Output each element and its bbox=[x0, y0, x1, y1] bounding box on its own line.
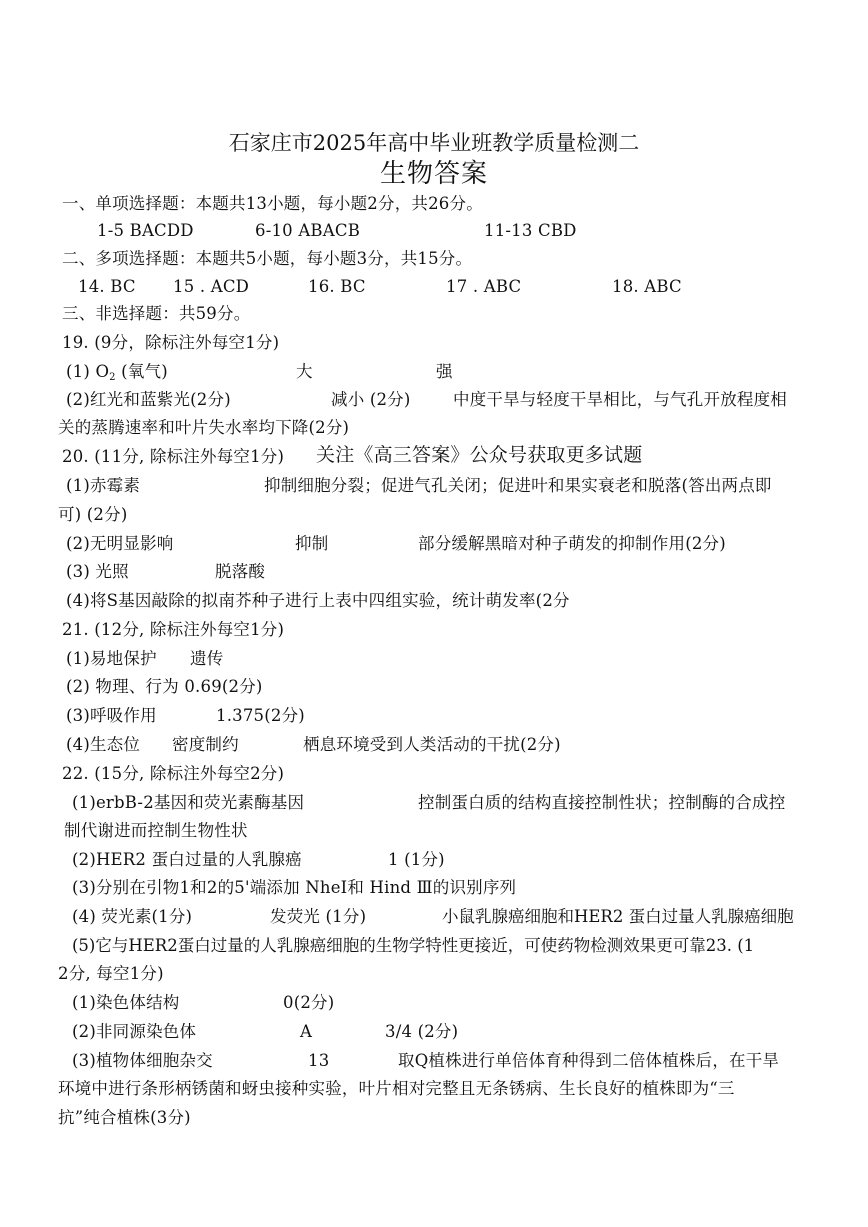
q20-part1-answer2: 抑制细胞分裂；促进气孔关闭；促进叶和果实衰老和脱落(答出两点即 bbox=[264, 476, 772, 495]
q19-header: 19. (9分，除标注外每空1分) bbox=[62, 333, 280, 352]
promo-banner: 关注《高三答案》公众号获取更多试题 bbox=[316, 444, 643, 466]
q19-part1-answer3: 强 bbox=[436, 362, 453, 381]
answer-15: 15 . ACD bbox=[173, 277, 250, 296]
section2-header: 二、多项选择题：本题共5小题，每小题3分，共15分。 bbox=[62, 249, 473, 268]
q23-part3-continuation2: 抗”纯合植株(3分) bbox=[58, 1108, 191, 1127]
q22-part2-answer1: (2)HER2 蛋白过量的人乳腺癌 bbox=[72, 850, 302, 869]
q21-part1-answer2: 遗传 bbox=[190, 649, 224, 668]
q22-header: 22. (15分, 除标注外每空2分) bbox=[62, 764, 285, 783]
q21-part1-answer1: (1)易地保护 bbox=[66, 649, 157, 668]
q22-part2-answer2: 1 (1分) bbox=[388, 850, 445, 869]
q22-part1-answer1: (1)erbB-2基因和荧光素酶基因 bbox=[72, 793, 305, 812]
section1-header: 一、单项选择题：本题共13小题，每小题2分，共26分。 bbox=[62, 194, 483, 213]
answer-group-6-10: 6-10 ABACB bbox=[255, 221, 361, 240]
q23-part2-answer3: 3/4 (2分) bbox=[385, 1022, 459, 1041]
q23-part1-answer1: (1)染色体结构 bbox=[72, 993, 180, 1012]
q22-part1-answer2: 控制蛋白质的结构直接控制性状；控制酶的合成控 bbox=[418, 793, 786, 812]
q20-part3-answer2: 脱落酸 bbox=[215, 562, 266, 581]
answer-14: 14. BC bbox=[78, 277, 136, 296]
answer-16: 16. BC bbox=[308, 277, 366, 296]
q20-header: 20. (11分, 除标注外每空1分) bbox=[62, 447, 285, 466]
q21-header: 21. (12分, 除标注外每空1分) bbox=[62, 620, 285, 639]
q19-part1-answer1: (1) O2 (氧气) bbox=[66, 362, 168, 383]
q21-part4-answer3: 栖息环境受到人类活动的干扰(2分) bbox=[303, 735, 561, 754]
document-subtitle: 生物答案 bbox=[379, 159, 488, 189]
q23-part1-answer2: 0(2分) bbox=[283, 993, 335, 1012]
section3-header: 三、非选择题：共59分。 bbox=[62, 304, 251, 323]
document-title: 石家庄市2025年高中毕业班教学质量检测二 bbox=[228, 131, 640, 155]
q22-part1-continuation: 制代谢进而控制生物性状 bbox=[64, 821, 248, 840]
q23-part3-answer2: 13 bbox=[308, 1051, 330, 1070]
q19-part2-answer2: 减小 (2分) bbox=[331, 390, 411, 409]
q23-part3-answer3: 取Q植株进行单倍体育种得到二倍体植株后，在干旱 bbox=[398, 1051, 780, 1070]
q21-part2-answer: (2) 物理、行为 0.69(2分) bbox=[66, 677, 263, 696]
q20-part1-continuation: 可) (2分) bbox=[58, 505, 128, 524]
q20-part2-answer2: 抑制 bbox=[295, 534, 329, 553]
q20-part3-answer1: (3) 光照 bbox=[66, 562, 129, 581]
q22-part4-answer3: 小鼠乳腺癌细胞和HER2 蛋白过量人乳腺癌细胞 bbox=[442, 907, 794, 926]
q21-part4-answer1: (4)生态位 bbox=[66, 735, 141, 754]
q20-part2-answer3: 部分缓解黑暗对种子萌发的抑制作用(2分) bbox=[418, 534, 726, 553]
answer-17: 17 . ABC bbox=[446, 277, 522, 296]
answer-group-1-5: 1-5 BACDD bbox=[97, 221, 194, 240]
q19-part1-answer2: 大 bbox=[296, 362, 313, 381]
q23-part2-answer2: A bbox=[300, 1022, 313, 1041]
q19-part2-answer3: 中度干旱与轻度干旱相比，与气孔开放程度相 bbox=[453, 390, 787, 409]
q22-part4-answer1: (4) 荧光素(1分) bbox=[72, 907, 193, 926]
q22-part5-continuation: 2分, 每空1分) bbox=[58, 964, 164, 983]
q19-part2-answer1: (2)红光和蓝紫光(2分) bbox=[66, 390, 231, 409]
q20-part4-answer: (4)将S基因敲除的拟南芥种子进行上表中四组实验，统计萌发率(2分 bbox=[66, 591, 570, 610]
q21-part3-answer1: (3)呼吸作用 bbox=[66, 706, 157, 725]
q22-part3-answer: (3)分别在引物1和2的5'端添加 NheⅠ和 Hind Ⅲ的识别序列 bbox=[72, 878, 517, 897]
q23-part2-answer1: (2)非同源染色体 bbox=[72, 1022, 197, 1041]
q19-part2-continuation: 关的蒸腾速率和叶片失水率均下降(2分) bbox=[58, 418, 350, 437]
q23-part3-answer1: (3)植物体细胞杂交 bbox=[72, 1051, 213, 1070]
answer-18: 18. ABC bbox=[612, 277, 682, 296]
answer-group-11-13: 11-13 CBD bbox=[484, 221, 577, 240]
q23-part3-continuation1: 环境中进行条形柄锈菌和蚜虫接种实验，叶片相对完整且无条锈病、生长良好的植株即为“三 bbox=[58, 1079, 735, 1098]
q22-part5-answer: (5)它与HER2蛋白过量的人乳腺癌细胞的生物学特性更接近，可使药物检测效果更可靠23. (1 bbox=[72, 936, 755, 955]
q21-part3-answer2: 1.375(2分) bbox=[216, 706, 305, 725]
q22-part4-answer2: 发荧光 (1分) bbox=[270, 907, 367, 926]
q20-part1-answer1: (1)赤霉素 bbox=[66, 476, 141, 495]
q21-part4-answer2: 密度制约 bbox=[172, 735, 239, 754]
q20-part2-answer1: (2)无明显影响 bbox=[66, 534, 174, 553]
